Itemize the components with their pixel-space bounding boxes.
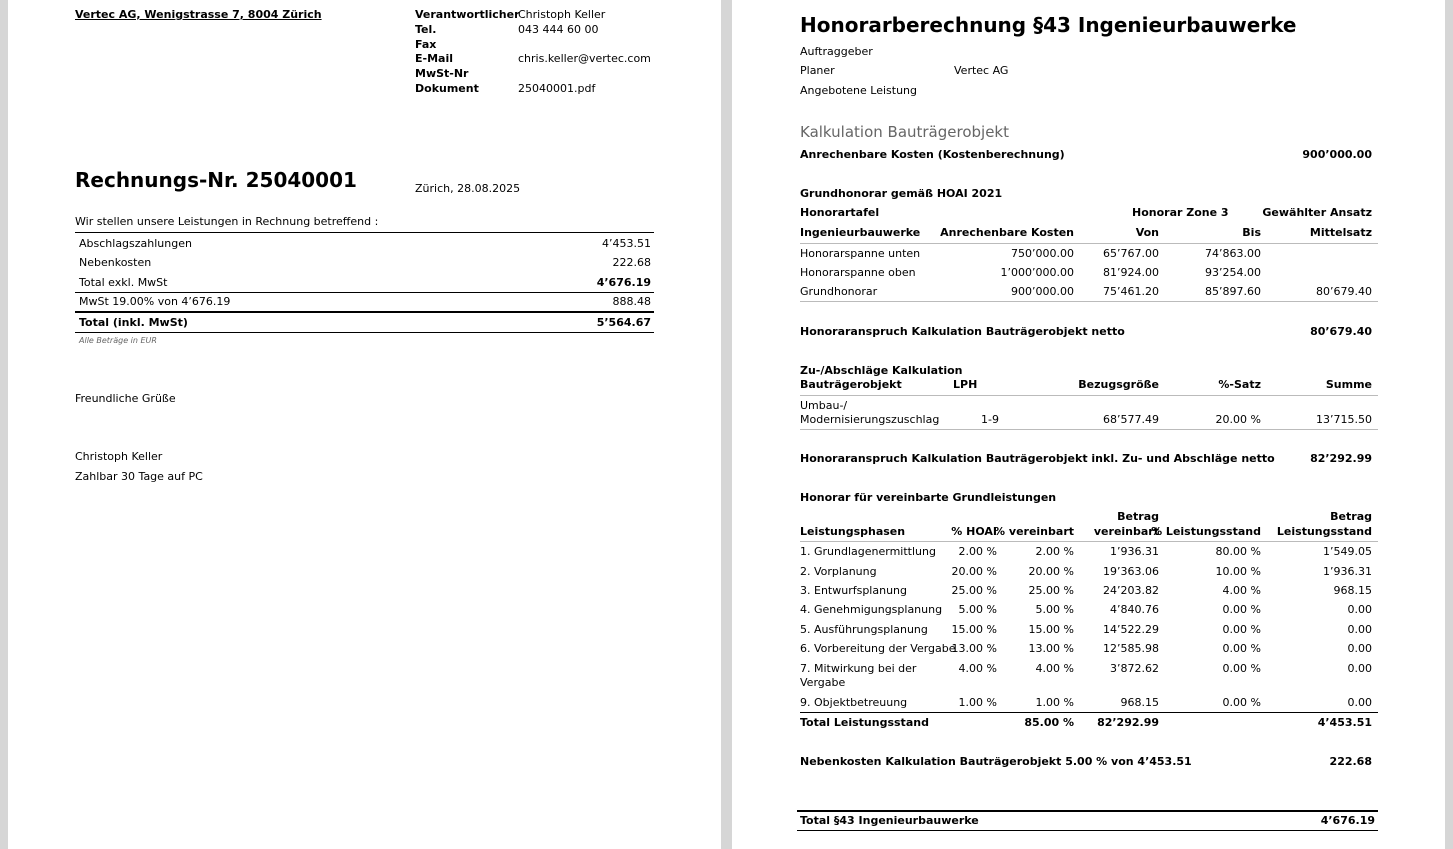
line-value: 888.48 (612, 295, 651, 308)
phase-name: 2. Vorplanung (800, 565, 877, 578)
page-divider (721, 0, 732, 849)
phase-name: 6. Vorbereitung der Vergabe (800, 642, 956, 655)
phase-name: 5. Ausführungsplanung (800, 623, 928, 636)
right-gutter (1445, 0, 1453, 849)
phase-betrag-stand: 0.00 (1347, 623, 1372, 636)
total-label: Total (inkl. MwSt) (79, 316, 188, 329)
table-cell: 93’254.00 (1205, 266, 1261, 279)
divider (75, 311, 654, 313)
phase-betrag: 968.15 (1120, 696, 1159, 709)
phase-betrag-stand: 1’549.05 (1323, 545, 1372, 558)
phase-betrag: 24’203.82 (1103, 584, 1159, 597)
calc-title: Honorarberechnung §43 Ingenieurbauwerke (800, 13, 1297, 37)
column-header: Summe (1325, 378, 1372, 391)
planer-value: Vertec AG (954, 64, 1009, 77)
contact-value: 043 444 60 00 (518, 23, 599, 36)
phase-name-cont: Vergabe (800, 676, 846, 689)
contact-label: Tel. (415, 23, 437, 36)
kosten-value: 900’000.00 (1302, 148, 1372, 161)
netto-value: 80’679.40 (1310, 325, 1372, 338)
phase-betrag: 12’585.98 (1103, 642, 1159, 655)
table-cell: 81’924.00 (1103, 266, 1159, 279)
grundhonorar-title: Grundhonorar gemäß HOAI 2021 (800, 187, 1003, 200)
leistung-label: Angebotene Leistung (800, 84, 918, 97)
table-cell: Grundhonorar (800, 285, 878, 298)
column-header: Von (1135, 226, 1159, 239)
divider (800, 243, 1378, 244)
grundleistungen-title: Honorar für vereinbarte Grundleistungen (800, 491, 1057, 504)
divider (797, 810, 1378, 812)
total-label: Total Leistungsstand (800, 716, 929, 729)
phase-stand: 4.00 % (1222, 584, 1261, 597)
divider (800, 712, 1378, 713)
phase-name: 4. Genehmigungsplanung (800, 603, 943, 616)
phase-betrag: 19’363.06 (1103, 565, 1159, 578)
grand-total-value: 4’676.19 (1320, 814, 1375, 827)
divider (800, 541, 1378, 542)
phase-betrag: 1’936.31 (1110, 545, 1159, 558)
invoice-page (8, 0, 721, 849)
phase-hoai: 4.00 % (958, 662, 997, 675)
line-label: Nebenkosten (79, 256, 152, 269)
column-header: Anrechenbare Kosten (940, 226, 1074, 239)
divider (75, 292, 654, 293)
nebenkosten-label: Nebenkosten Kalkulation Bauträgerobjekt 5.00 % von 4’453.51 (800, 755, 1192, 768)
divider (800, 429, 1378, 430)
column-header: vereinbart (1093, 525, 1159, 538)
table-cell: 85’897.60 (1205, 285, 1261, 298)
phase-betrag: 14’522.29 (1103, 623, 1159, 636)
inkl-value: 82’292.99 (1310, 452, 1372, 465)
contact-label: E-Mail (415, 52, 453, 65)
phase-verein: 15.00 % (1028, 623, 1074, 636)
phase-betrag-stand: 0.00 (1347, 642, 1372, 655)
phase-stand: 0.00 % (1222, 696, 1261, 709)
line-label: Total exkl. MwSt (79, 276, 168, 289)
contact-email: chris.keller@vertec.com (518, 52, 651, 65)
column-header: Bis (1242, 226, 1261, 239)
inkl-label: Honoraranspruch Kalkulation Bauträgerobjekt inkl. Zu- und Abschläge netto (800, 452, 1275, 465)
table-header: Zu-/Abschläge Kalkulation (800, 364, 963, 377)
column-header: Leistungsstand (1276, 525, 1372, 538)
total-betrag: 82’292.99 (1097, 716, 1159, 729)
calculation-page (732, 0, 1445, 849)
phase-verein: 20.00 % (1028, 565, 1074, 578)
phase-stand: 0.00 % (1222, 662, 1261, 675)
phase-betrag-stand: 1’936.31 (1323, 565, 1372, 578)
table-header: Bauträgerobjekt (800, 378, 902, 391)
table-cell: 65’767.00 (1103, 247, 1159, 260)
line-value: 4’453.51 (602, 237, 651, 250)
table-cell: 900’000.00 (1011, 285, 1074, 298)
phase-verein: 4.00 % (1035, 662, 1074, 675)
contact-label: Dokument (415, 82, 479, 95)
column-header: Bezugsgröße (1078, 378, 1159, 391)
document-filename: 25040001.pdf (518, 82, 596, 95)
table-cell: Modernisierungszuschlag (800, 413, 940, 426)
sender-address: Vertec AG, Wenigstrasse 7, 8004 Zürich (75, 8, 322, 21)
phase-hoai: 20.00 % (951, 565, 997, 578)
table-header: Gewählter Ansatz (1262, 206, 1372, 219)
phase-hoai: 5.00 % (958, 603, 997, 616)
table-cell: Umbau-/ (800, 399, 848, 412)
phase-betrag-stand: 0.00 (1347, 662, 1372, 675)
column-header: % Leistungsstand (1151, 525, 1261, 538)
total-betrag-stand: 4’453.51 (1317, 716, 1372, 729)
contact-label: Fax (415, 38, 437, 51)
divider (800, 301, 1378, 302)
table-cell: 74’863.00 (1205, 247, 1261, 260)
total-verein: 85.00 % (1024, 716, 1074, 729)
phase-betrag-stand: 0.00 (1347, 696, 1372, 709)
phase-hoai: 2.00 % (958, 545, 997, 558)
column-header: Ingenieurbauwerke (800, 226, 921, 239)
phase-hoai: 25.00 % (951, 584, 997, 597)
table-cell: 13’715.50 (1316, 413, 1372, 426)
phase-verein: 2.00 % (1035, 545, 1074, 558)
line-label: Abschlagszahlungen (79, 237, 192, 250)
line-label: MwSt 19.00% von 4’676.19 (79, 295, 231, 308)
column-header: Betrag (1330, 510, 1372, 523)
column-header: % vereinbart (994, 525, 1074, 538)
section-title: Kalkulation Bauträgerobjekt (800, 123, 1010, 141)
table-cell: 75’461.20 (1103, 285, 1159, 298)
kosten-label: Anrechenbare Kosten (Kostenberechnung) (800, 148, 1065, 161)
phase-betrag: 3’872.62 (1110, 662, 1159, 675)
signature: Christoph Keller (75, 450, 163, 463)
divider (797, 830, 1378, 831)
column-header: LPH (953, 378, 978, 391)
total-value: 5’564.67 (596, 316, 651, 329)
greeting: Freundliche Grüße (75, 392, 176, 405)
phase-verein: 13.00 % (1028, 642, 1074, 655)
table-cell: 20.00 % (1215, 413, 1261, 426)
phase-verein: 5.00 % (1035, 603, 1074, 616)
phase-hoai: 1.00 % (958, 696, 997, 709)
column-header: Leistungsphasen (800, 525, 906, 538)
contact-value: Christoph Keller (518, 8, 606, 21)
divider (75, 332, 654, 333)
line-value: 4’676.19 (596, 276, 651, 289)
divider (75, 232, 654, 233)
nebenkosten-value: 222.68 (1329, 755, 1372, 768)
phase-name: 9. Objektbetreuung (800, 696, 908, 709)
invoice-title: Rechnungs-Nr. 25040001 (75, 168, 357, 192)
column-header: %-Satz (1218, 378, 1261, 391)
divider (800, 395, 1378, 396)
phase-betrag-stand: 968.15 (1333, 584, 1372, 597)
planer-label: Planer (800, 64, 835, 77)
phase-name: 1. Grundlagenermittlung (800, 545, 936, 558)
phase-name: 7. Mitwirkung bei der (800, 662, 917, 675)
left-gutter (0, 0, 8, 849)
table-header: Honorar Zone 3 (1132, 206, 1229, 219)
netto-label: Honoraranspruch Kalkulation Bauträgerobjekt netto (800, 325, 1125, 338)
column-header: Mittelsatz (1309, 226, 1372, 239)
contact-label: Verantwortlicher (415, 8, 520, 21)
phase-stand: 0.00 % (1222, 603, 1261, 616)
phase-stand: 0.00 % (1222, 642, 1261, 655)
payment-terms: Zahlbar 30 Tage auf PC (75, 470, 203, 483)
line-value: 222.68 (612, 256, 651, 269)
auftraggeber-label: Auftraggeber (800, 45, 873, 58)
phase-betrag-stand: 0.00 (1347, 603, 1372, 616)
table-cell: 1’000’000.00 (1000, 266, 1074, 279)
phase-verein: 25.00 % (1028, 584, 1074, 597)
column-header: % HOAI (951, 525, 997, 538)
column-header: Betrag (1117, 510, 1159, 523)
phase-stand: 80.00 % (1215, 545, 1261, 558)
phase-verein: 1.00 % (1035, 696, 1074, 709)
invoice-date: Zürich, 28.08.2025 (415, 182, 521, 195)
table-cell: Honorarspanne oben (800, 266, 916, 279)
table-cell: 750’000.00 (1011, 247, 1074, 260)
phase-stand: 10.00 % (1215, 565, 1261, 578)
currency-note: Alle Beträge in EUR (79, 336, 157, 345)
contact-label: MwSt-Nr (415, 67, 469, 80)
table-cell: Honorarspanne unten (800, 247, 921, 260)
phase-name: 3. Entwurfsplanung (800, 584, 907, 597)
phase-betrag: 4’840.76 (1110, 603, 1159, 616)
table-cell: 68’577.49 (1103, 413, 1159, 426)
phase-stand: 0.00 % (1222, 623, 1261, 636)
phase-hoai: 15.00 % (951, 623, 997, 636)
table-cell: 1-9 (981, 413, 999, 426)
phase-hoai: 13.00 % (951, 642, 997, 655)
invoice-intro: Wir stellen unsere Leistungen in Rechnung betreffend : (75, 215, 379, 228)
grand-total-label: Total §43 Ingenieurbauwerke (800, 814, 979, 827)
table-cell: 80’679.40 (1316, 285, 1372, 298)
table-header: Honorartafel (800, 206, 880, 219)
